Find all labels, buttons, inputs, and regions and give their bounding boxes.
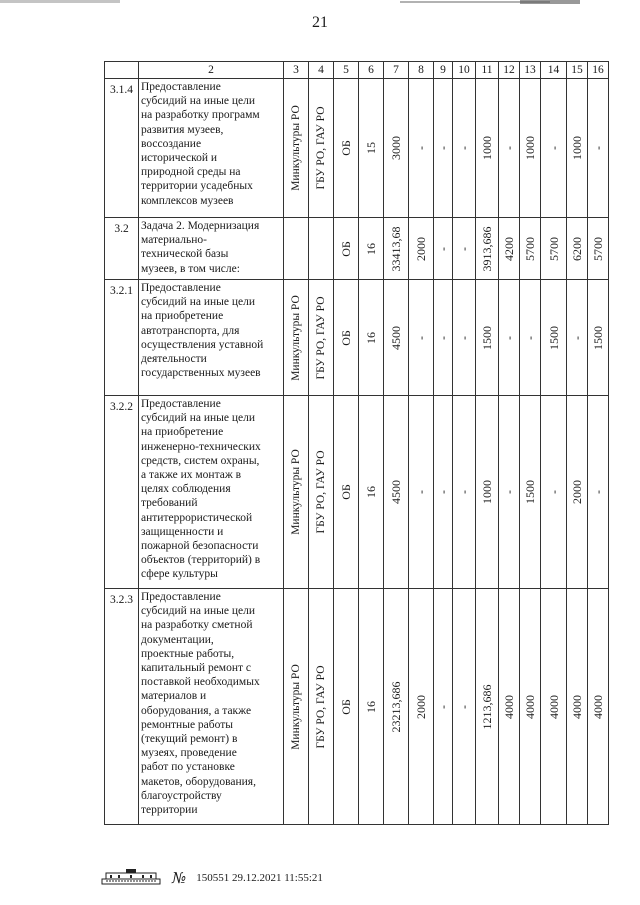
header-cell-blank bbox=[105, 62, 139, 79]
rotated-value: 1213,686 bbox=[480, 684, 494, 729]
rotated-value: 2000 bbox=[570, 480, 584, 504]
description-cell bbox=[139, 79, 284, 218]
value-cell-c4 bbox=[309, 218, 334, 280]
row-number-cell: 3.2.3 bbox=[105, 589, 139, 825]
description-line: сфере культуры bbox=[141, 568, 218, 581]
description-line: работ по установке bbox=[141, 761, 235, 774]
value-cell-c3 bbox=[284, 79, 309, 218]
value-cell-c8 bbox=[409, 218, 434, 280]
value-cell-c5 bbox=[334, 79, 359, 218]
rotated-value: - bbox=[457, 146, 471, 150]
description-line: целях соблюдения bbox=[141, 483, 231, 496]
description-line: комплексов музеев bbox=[141, 194, 234, 207]
value-cell-c4 bbox=[309, 589, 334, 825]
rotated-value: 16 bbox=[364, 242, 378, 255]
value-cell-c14 bbox=[541, 280, 567, 396]
value-cell-c12 bbox=[499, 280, 520, 396]
value-cell-c3 bbox=[284, 396, 309, 589]
value-cell-c14 bbox=[541, 79, 567, 218]
description-line: на разработку программ bbox=[141, 109, 260, 122]
row-number-cell: 3.1.4 bbox=[105, 79, 139, 218]
value-cell-c14 bbox=[541, 396, 567, 589]
value-cell-c5 bbox=[334, 589, 359, 825]
description-line: материалов и bbox=[141, 690, 207, 703]
value-cell-c16 bbox=[588, 79, 609, 218]
rotated-value: 1000 bbox=[480, 480, 494, 504]
rotated-value: 33413,68 bbox=[389, 226, 403, 271]
header-cell: 10 bbox=[453, 62, 476, 79]
value-cell-c7 bbox=[384, 589, 409, 825]
description-line: субсидий на иные цели bbox=[141, 412, 255, 425]
description-line: Предоставление bbox=[141, 282, 221, 294]
value-cell-c11 bbox=[476, 280, 499, 396]
numero-sign: № bbox=[172, 869, 187, 887]
rotated-value: 16 bbox=[364, 700, 378, 713]
rotated-value: 15 bbox=[364, 142, 378, 154]
row-number-cell: 3.2 bbox=[105, 218, 139, 280]
description-line: поставкой необходимых bbox=[141, 676, 260, 689]
value-cell-c9 bbox=[434, 589, 453, 825]
description-line: музеев, в том числе: bbox=[141, 262, 240, 275]
rotated-value: - bbox=[457, 704, 471, 709]
rotated-value: 1500 bbox=[546, 325, 561, 350]
rotated-value: - bbox=[436, 490, 450, 494]
rotated-value: - bbox=[523, 335, 537, 340]
description-line: территории bbox=[141, 804, 198, 817]
description-line: воссоздание bbox=[141, 137, 202, 150]
rotated-value: - bbox=[436, 146, 450, 150]
value-cell-c14 bbox=[541, 589, 567, 825]
rotated-value: 3913,686 bbox=[480, 226, 494, 271]
value-cell-c8 bbox=[409, 589, 434, 825]
value-cell-c5 bbox=[334, 396, 359, 589]
header-cell: 4 bbox=[309, 62, 334, 79]
value-cell-c5 bbox=[334, 280, 359, 396]
rotated-value: - bbox=[436, 246, 450, 251]
description-line: Предоставление bbox=[141, 591, 221, 603]
description-line: документации, bbox=[141, 633, 214, 646]
header-cell: 3 bbox=[284, 62, 309, 79]
value-cell-c16 bbox=[588, 218, 609, 280]
value-cell-c9 bbox=[434, 218, 453, 280]
rotated-value: - bbox=[546, 490, 561, 494]
value-cell-c12 bbox=[499, 589, 520, 825]
value-cell-c3 bbox=[284, 218, 309, 280]
rotated-value: - bbox=[502, 146, 516, 150]
rotated-value: ОБ bbox=[339, 240, 353, 257]
rotated-value: 1000 bbox=[570, 136, 584, 160]
rotated-value: 23213,686 bbox=[389, 681, 403, 732]
description-line: на разработку сметной bbox=[141, 619, 253, 632]
value-cell-c4 bbox=[309, 280, 334, 396]
rotated-value: 1500 bbox=[523, 480, 537, 504]
value-cell-c11 bbox=[476, 589, 499, 825]
description-line: защищенности и bbox=[141, 525, 224, 538]
rotated-value: 1500 bbox=[480, 325, 494, 350]
value-cell-c10 bbox=[453, 280, 476, 396]
rotated-value: ГБУ РО, ГАУ РО bbox=[315, 106, 327, 190]
value-cell-c9 bbox=[434, 280, 453, 396]
description-cell bbox=[139, 218, 284, 280]
description-line: а также их монтаж в bbox=[141, 469, 242, 482]
value-cell-c14 bbox=[541, 218, 567, 280]
value-cell-c10 bbox=[453, 218, 476, 280]
value-cell-c8 bbox=[409, 280, 434, 396]
value-cell-c10 bbox=[453, 79, 476, 218]
description-cell bbox=[139, 396, 284, 589]
rotated-value: 4000 bbox=[502, 694, 516, 719]
rotated-value: 5700 bbox=[591, 236, 605, 261]
rotated-value: - bbox=[457, 490, 471, 494]
rotated-value: - bbox=[570, 335, 584, 340]
table-row bbox=[105, 79, 609, 218]
rotated-value: 4000 bbox=[570, 694, 584, 719]
registry-logo-icon bbox=[100, 869, 162, 887]
rotated-value: - bbox=[457, 246, 471, 251]
rotated-value: Минкультуры РО bbox=[290, 663, 302, 750]
value-cell-c13 bbox=[520, 396, 541, 589]
description-line: Задача 2. Модернизация bbox=[141, 220, 260, 232]
header-cell: 16 bbox=[588, 62, 609, 79]
value-cell-c7 bbox=[384, 280, 409, 396]
header-cell: 9 bbox=[434, 62, 453, 79]
rotated-value: - bbox=[591, 490, 605, 494]
rotated-value: 16 bbox=[364, 486, 378, 498]
value-cell-c7 bbox=[384, 396, 409, 589]
value-cell-c4 bbox=[309, 79, 334, 218]
value-cell-c7 bbox=[384, 79, 409, 218]
rotated-value: - bbox=[502, 490, 516, 494]
value-cell-c11 bbox=[476, 218, 499, 280]
scan-artifact bbox=[520, 0, 580, 4]
value-cell-c6 bbox=[359, 280, 384, 396]
header-cell: 6 bbox=[359, 62, 384, 79]
description-line: пожарной безопасности bbox=[141, 540, 259, 553]
description-line: музеях, проведение bbox=[141, 747, 237, 760]
header-cell: 13 bbox=[520, 62, 541, 79]
description-line: проектные работы, bbox=[141, 647, 235, 660]
rotated-value: 4500 bbox=[389, 480, 403, 504]
scan-artifact bbox=[0, 0, 120, 3]
value-cell-c13 bbox=[520, 79, 541, 218]
description-line: субсидий на иные цели bbox=[141, 296, 255, 309]
rotated-value: - bbox=[457, 335, 471, 340]
table-row bbox=[105, 396, 609, 589]
description-line: Предоставление bbox=[141, 398, 221, 410]
header-cell: 2 bbox=[139, 62, 284, 79]
value-cell-c15 bbox=[567, 589, 588, 825]
header-cell: 15 bbox=[567, 62, 588, 79]
table-row bbox=[105, 280, 609, 396]
rotated-value: ГБУ РО, ГАУ РО bbox=[315, 664, 327, 749]
value-cell-c16 bbox=[588, 396, 609, 589]
rotated-value: 16 bbox=[364, 331, 378, 344]
value-cell-c12 bbox=[499, 79, 520, 218]
value-cell-c11 bbox=[476, 396, 499, 589]
rotated-value: - bbox=[591, 146, 605, 150]
rotated-value: ГБУ РО, ГАУ РО bbox=[315, 450, 327, 534]
value-cell-c8 bbox=[409, 79, 434, 218]
value-cell-c13 bbox=[520, 280, 541, 396]
rotated-value: 1000 bbox=[523, 136, 537, 160]
description-line: средств, систем охраны, bbox=[141, 454, 260, 467]
description-line: развития музеев, bbox=[141, 123, 224, 136]
page-number: 21 bbox=[312, 14, 328, 31]
value-cell-c6 bbox=[359, 396, 384, 589]
value-cell-c6 bbox=[359, 589, 384, 825]
description-line: деятельности bbox=[141, 353, 207, 366]
description-line: объектов (территорий) в bbox=[141, 554, 261, 567]
rotated-value: - bbox=[502, 335, 516, 340]
rotated-value: ОБ bbox=[339, 140, 353, 156]
description-line: Предоставление bbox=[141, 81, 221, 93]
value-cell-c6 bbox=[359, 218, 384, 280]
description-cell bbox=[139, 589, 284, 825]
header-cell: 14 bbox=[541, 62, 567, 79]
rotated-value: ОБ bbox=[339, 484, 353, 500]
rotated-value: 6200 bbox=[570, 236, 584, 261]
header-cell: 8 bbox=[409, 62, 434, 79]
rotated-value: 4500 bbox=[389, 325, 403, 350]
rotated-value: ОБ bbox=[339, 329, 353, 346]
value-cell-c3 bbox=[284, 589, 309, 825]
value-cell-c15 bbox=[567, 79, 588, 218]
header-cell: 5 bbox=[334, 62, 359, 79]
description-line: территории усадебных bbox=[141, 180, 253, 193]
rotated-value: - bbox=[436, 335, 450, 340]
value-cell-c12 bbox=[499, 218, 520, 280]
description-line: благоустройству bbox=[141, 789, 222, 802]
value-cell-c15 bbox=[567, 218, 588, 280]
rotated-value: - bbox=[546, 146, 561, 150]
value-cell-c10 bbox=[453, 589, 476, 825]
description-line: государственных музеев bbox=[141, 367, 261, 380]
rotated-value: - bbox=[414, 490, 428, 494]
row-number-cell: 3.2.2 bbox=[105, 396, 139, 589]
header-cell: 11 bbox=[476, 62, 499, 79]
rotated-value: 4200 bbox=[502, 236, 516, 261]
description-line: материально- bbox=[141, 234, 207, 247]
rotated-value: Минкультуры РО bbox=[290, 294, 302, 381]
description-line: на приобретение bbox=[141, 426, 224, 439]
description-line: технической базы bbox=[141, 248, 229, 261]
description-line: капитальный ремонт с bbox=[141, 662, 251, 675]
rotated-value: ОБ bbox=[339, 698, 353, 715]
table-row bbox=[105, 589, 609, 825]
rotated-value: 2000 bbox=[414, 694, 428, 719]
value-cell-c4 bbox=[309, 396, 334, 589]
rotated-value: 2000 bbox=[414, 236, 428, 261]
rotated-value: 4000 bbox=[546, 694, 561, 719]
rotated-value: 1000 bbox=[480, 136, 494, 160]
rotated-value: Минкультуры РО bbox=[290, 449, 302, 535]
description-line: осуществления уставной bbox=[141, 338, 264, 351]
value-cell-c3 bbox=[284, 280, 309, 396]
rotated-value: ГБУ РО, ГАУ РО bbox=[315, 295, 327, 380]
description-line: автотранспорта, для bbox=[141, 324, 240, 337]
value-cell-c16 bbox=[588, 280, 609, 396]
description-line: инженерно-технических bbox=[141, 440, 261, 453]
rotated-value: 4000 bbox=[523, 694, 537, 719]
rotated-value: - bbox=[414, 335, 428, 340]
rotated-value: Минкультуры РО bbox=[290, 105, 302, 191]
value-cell-c15 bbox=[567, 396, 588, 589]
value-cell-c15 bbox=[567, 280, 588, 396]
description-line: макетов, оборудования, bbox=[141, 775, 256, 788]
value-cell-c6 bbox=[359, 79, 384, 218]
rotated-value: 1500 bbox=[591, 325, 605, 350]
header-cell: 12 bbox=[499, 62, 520, 79]
value-cell-c9 bbox=[434, 79, 453, 218]
value-cell-c8 bbox=[409, 396, 434, 589]
description-line: требований bbox=[141, 497, 198, 510]
value-cell-c13 bbox=[520, 218, 541, 280]
value-cell-c11 bbox=[476, 79, 499, 218]
row-number-cell: 3.2.1 bbox=[105, 280, 139, 396]
description-line: антитеррористической bbox=[141, 511, 253, 524]
rotated-value: 3000 bbox=[389, 136, 403, 160]
table-header-row bbox=[105, 62, 609, 79]
value-cell-c10 bbox=[453, 396, 476, 589]
description-line: субсидий на иные цели bbox=[141, 95, 255, 108]
value-cell-c9 bbox=[434, 396, 453, 589]
table-row bbox=[105, 218, 609, 280]
document-stamp: 150551 29.12.2021 11:55:21 bbox=[196, 872, 323, 884]
description-line: природной среды на bbox=[141, 166, 241, 179]
description-line: ремонтные работы bbox=[141, 718, 233, 731]
header-cell: 7 bbox=[384, 62, 409, 79]
description-line: исторической и bbox=[141, 152, 218, 165]
rotated-value: - bbox=[414, 146, 428, 150]
value-cell-c5 bbox=[334, 218, 359, 280]
document-footer bbox=[100, 868, 323, 888]
value-cell-c16 bbox=[588, 589, 609, 825]
value-cell-c7 bbox=[384, 218, 409, 280]
value-cell-c13 bbox=[520, 589, 541, 825]
description-line: оборудования, а также bbox=[141, 704, 252, 717]
description-cell bbox=[139, 280, 284, 396]
description-line: субсидий на иные цели bbox=[141, 605, 255, 618]
budget-table bbox=[104, 61, 609, 825]
rotated-value: 5700 bbox=[523, 236, 537, 261]
description-line: (текущий ремонт) в bbox=[141, 733, 238, 746]
rotated-value: 4000 bbox=[591, 694, 605, 719]
rotated-value: - bbox=[436, 704, 450, 709]
value-cell-c12 bbox=[499, 396, 520, 589]
description-line: на приобретение bbox=[141, 310, 224, 323]
rotated-value: 5700 bbox=[546, 236, 561, 261]
